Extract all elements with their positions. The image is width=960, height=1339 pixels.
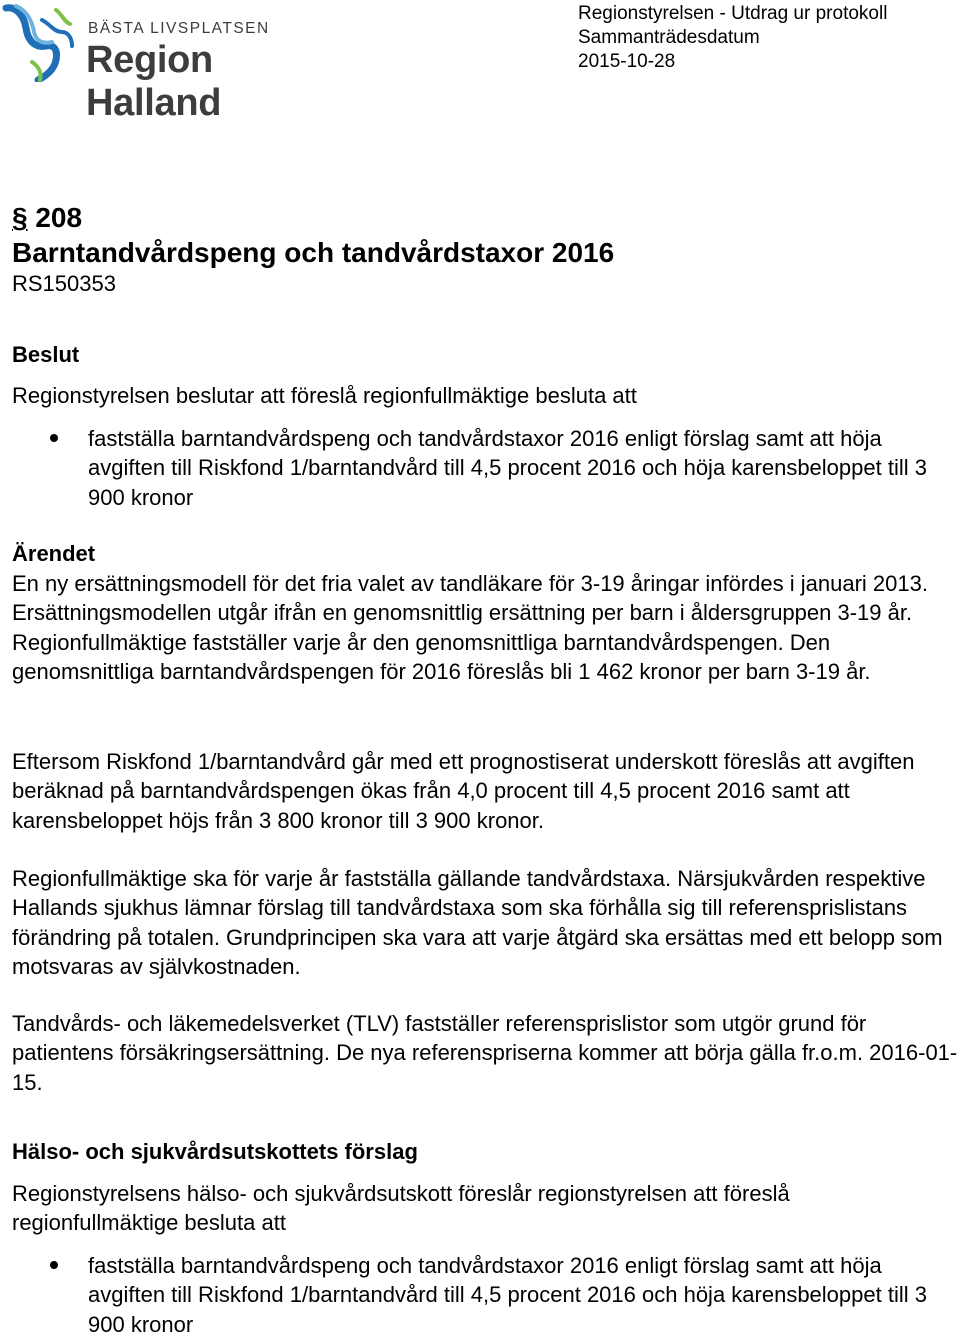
meeting-date: 2015-10-28: [578, 51, 676, 72]
beslut-bullet-text: fastställa barntandvårdspeng och tandvårdstaxor 2016 enligt förslag samt att höja avgiften till Riskfond 1/barntandvård till 4,5 procent 2016 och höja karensbeloppet till 3 900 kronor: [88, 426, 927, 510]
utskott-bullet-text: fastställa barntandvårdspeng och tandvårdstaxor 2016 enligt förslag samt att höja avgiften till Riskfond 1/barntandvård till 4,5 procent 2016 och höja karensbeloppet till 3 900 kronor: [88, 1253, 927, 1337]
paragraph-number-value: 208: [35, 202, 83, 233]
protocol-title: Regionstyrelsen - Utdrag ur protokoll: [578, 3, 888, 24]
arendet-paragraph-4: Tandvårds- och läkemedelsverket (TLV) fastställer referensprislistor som utgör grund för patientens försäkringsersättning. De nya referenspriserna kommer att börja gälla fr.o.m. 2016-01-15.: [12, 1011, 958, 1095]
section-sign: §: [12, 202, 28, 233]
item-title: Barntandvårdspeng och tandvårdstaxor 2016: [12, 237, 615, 268]
arendet-heading: Ärendet: [12, 541, 96, 566]
region-halland-logo: [2, 2, 352, 124]
halland-wave-icon: [2, 2, 82, 82]
beslut-heading: Beslut: [12, 342, 80, 367]
utskott-bullet: [58, 1251, 938, 1339]
utskott-intro: Regionstyrelsens hälso- och sjukvårdsutskott föreslår regionstyrelsen att föreslå regionfullmäktige besluta att: [12, 1181, 790, 1236]
case-number: RS150353: [12, 271, 116, 296]
logo-org-name: Region Halland: [86, 39, 222, 124]
beslut-intro: Regionstyrelsen beslutar att föreslå regionfullmäktige besluta att: [12, 383, 637, 408]
utskott-heading: Hälso- och sjukvårdsutskottets förslag: [12, 1139, 418, 1164]
meeting-date-label: Sammanträdesdatum: [578, 27, 760, 48]
arendet-paragraph-1: En ny ersättningsmodell för det fria valet av tandläkare för 3-19 åringar infördes i januari 2013. Ersättningsmodellen utgår ifrån en genomsnittlig ersättning per barn i åldersgruppen 3-19 år. Regionfullmäktige fastställer varje år den genomsnittliga barntandvårdspengen. Den genomsnittliga barntandvårdspengen för 2016 föreslås bli 1 462 kronor per barn 3-19 år.: [12, 571, 928, 684]
paragraph-number: [12, 200, 82, 236]
logo-tagline: BÄSTA LIVSPLATSEN: [88, 20, 270, 37]
arendet-paragraph-3: Regionfullmäktige ska för varje år fastställa gällande tandvårdstaxa. Närsjukvården respektive Hallands sjukhus lämnar förslag till tandvårdstaxa som ska förhålla sig till referensprislistans förändring på totalen. Grundprincipen ska vara att varje åtgärd ska ersättas med ett belopp som motsvaras av självkostnaden.: [12, 866, 943, 979]
protocol-header: [578, 2, 887, 74]
arendet-paragraph-2: Eftersom Riskfond 1/barntandvård går med ett prognostiserat underskott föreslås att avgiften beräknad på barntandvårdspengen ökas från 4,0 procent till 4,5 procent 2016 samt att karensbeloppet höjs från 3 800 kronor till 3 900 kronor.: [12, 749, 915, 833]
beslut-bullet: [58, 424, 938, 512]
bullet-icon: [50, 434, 58, 442]
bullet-icon: [50, 1261, 58, 1269]
